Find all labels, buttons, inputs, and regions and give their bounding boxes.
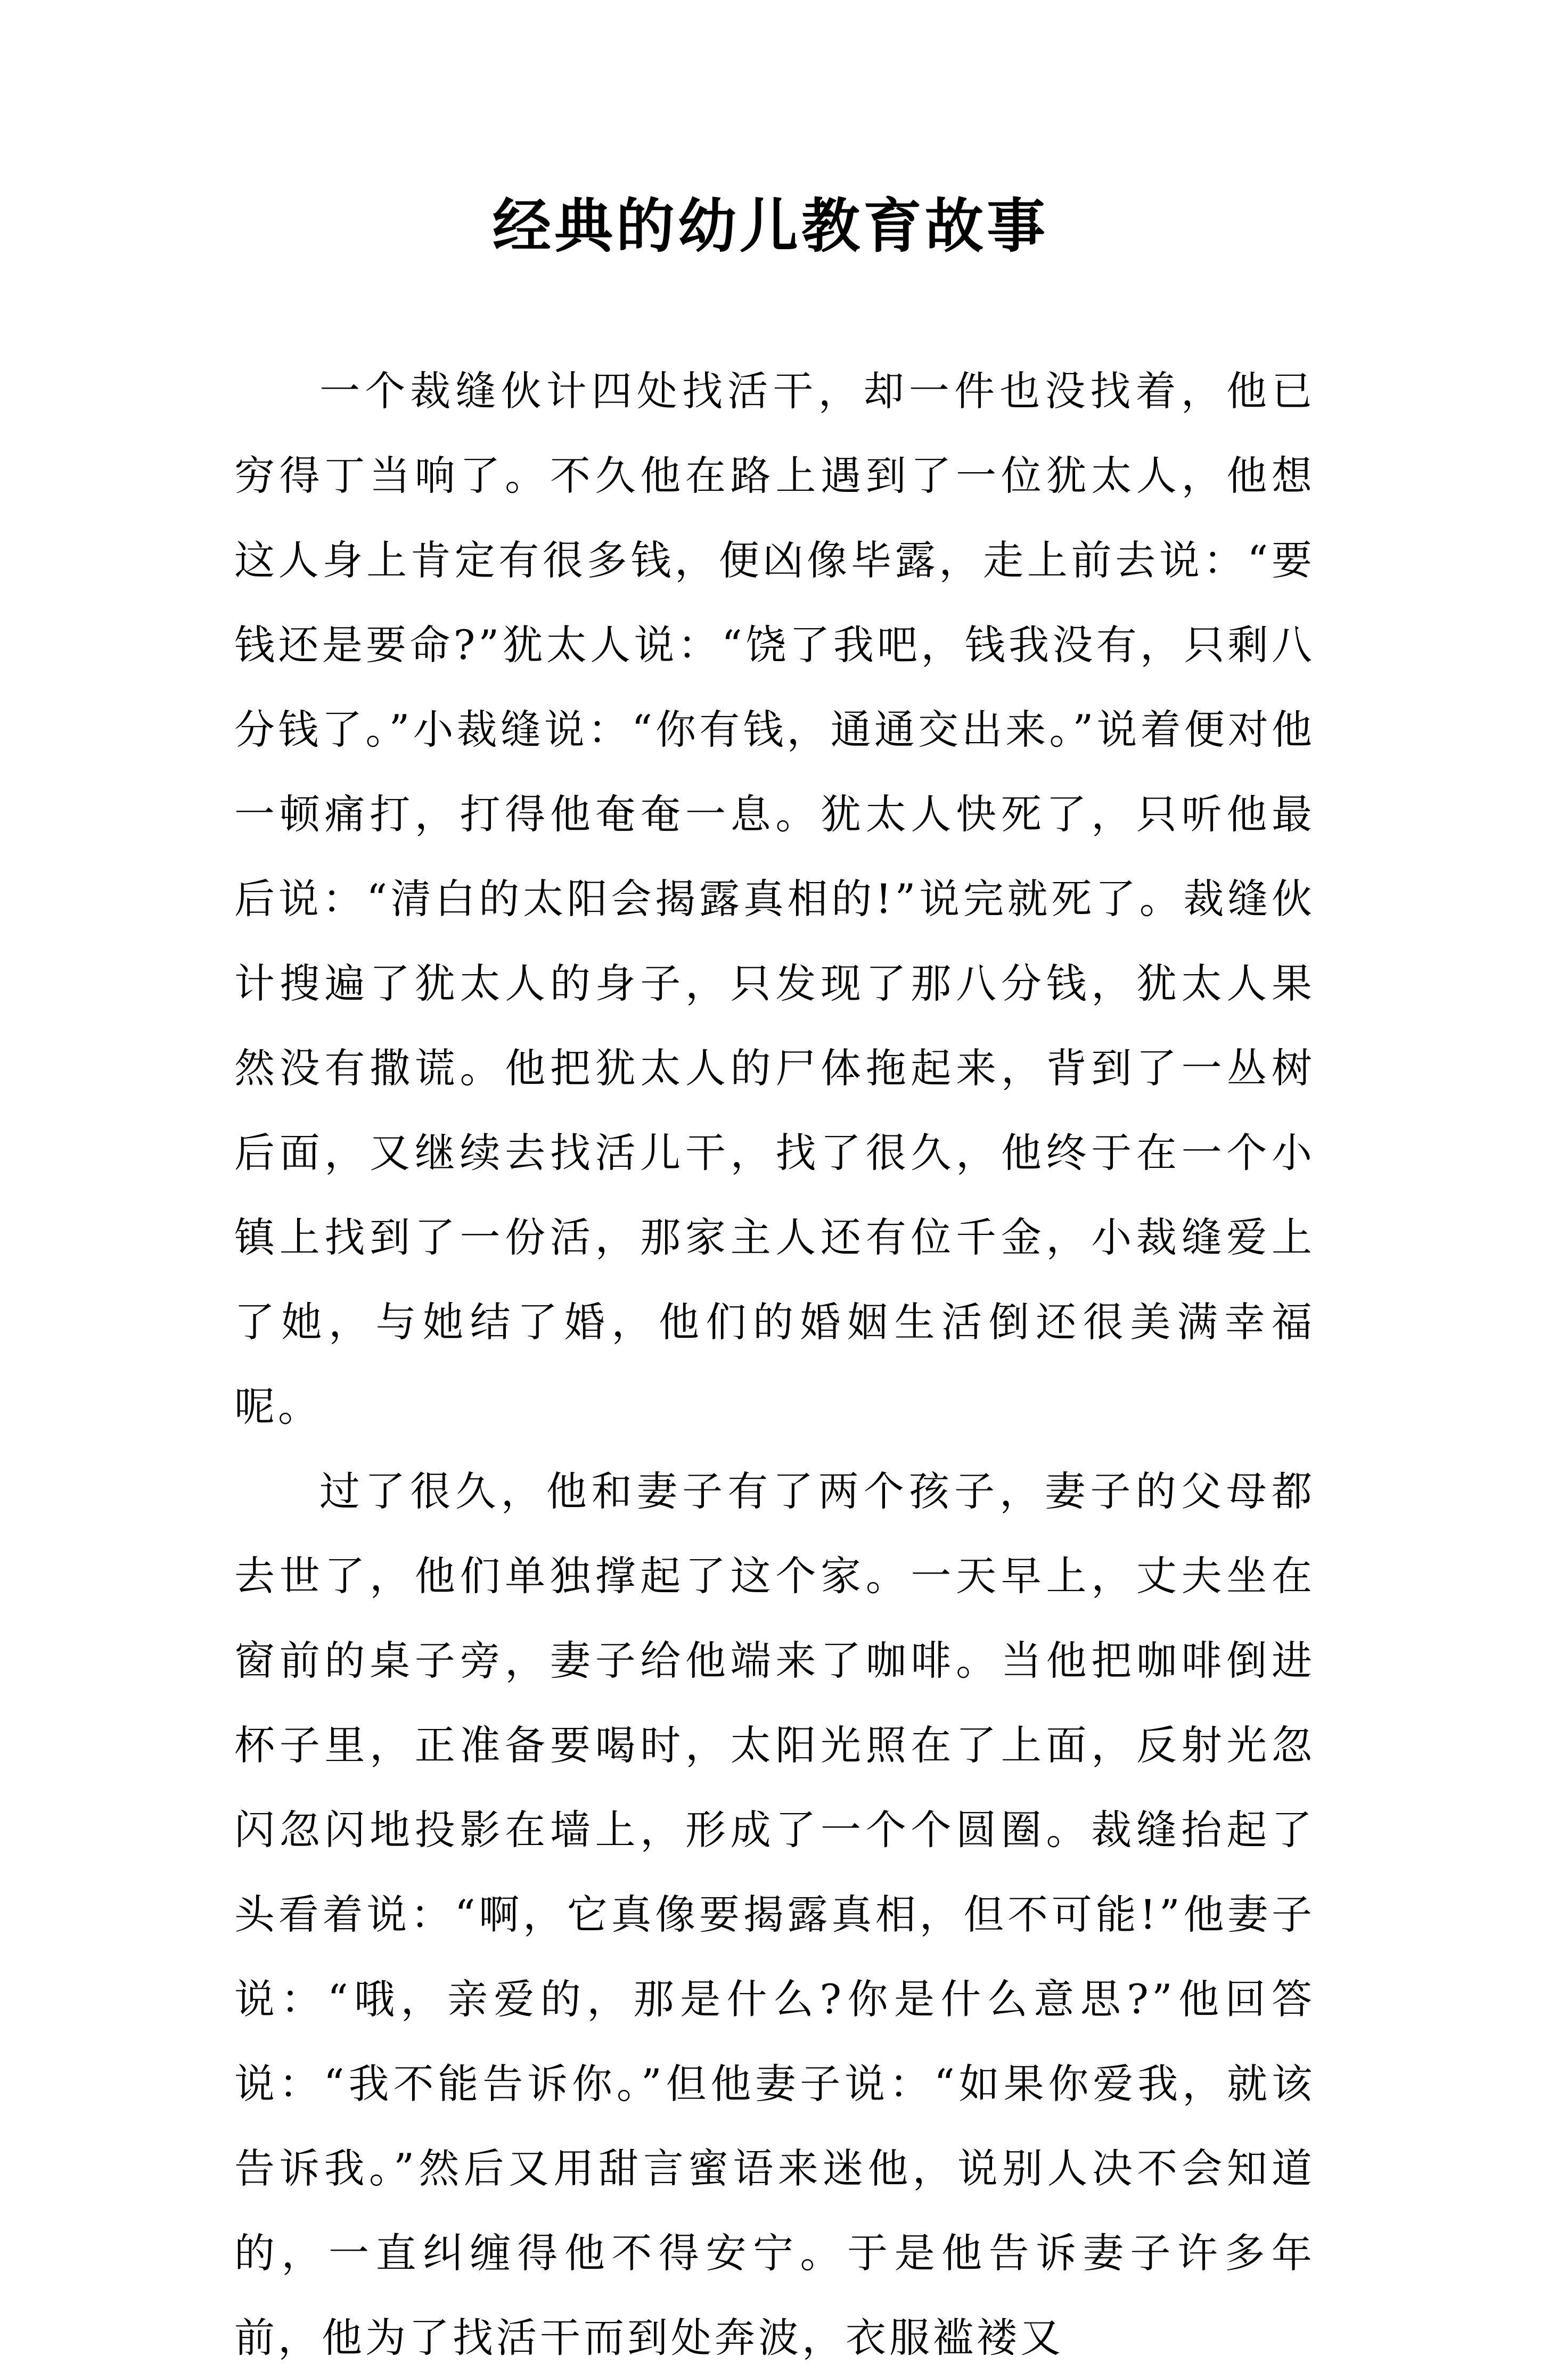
document-title: 经典的幼儿教育故事 <box>493 192 1048 260</box>
paragraph-2: 过了很久，他和妻子有了两个孩子，妻子的父母都去世了，他们单独撑起了这个家。一天早上，丈夫坐在窗前的桌子旁，妻子给他端来了咖啡。当他把咖啡倒进杯子里，正准备要喝时，太阳光照在了上面，反射光忽闪忽闪地投影在墙上，形成了一个个圆圈。裁缝抬起了头看着说：“啊，它真像要揭露真相，但不可能!”他妻子说：“哦，亲爱的，那是什么?你是什么意思?”他回答说：“我不能告诉你。”但他妻子说：“如果你爱我，就该告诉我。”然后又用甜言蜜语来迷他，说别人决不会知道的，一直纠缠得他不得安宁。于是他告诉妻子许多年前，他为了找活干而到处奔波，衣服褴褛又 <box>234 1468 1315 2361</box>
paragraph-1: 一个裁缝伙计四处找活干，却一件也没找着，他已穷得丁当响了。不久他在路上遇到了一位犹太人，他想这人身上肯定有很多钱，便凶像毕露，走上前去说：“要钱还是要命?”犹太人说：“饶了我吧，钱我没有，只剩八分钱了。”小裁缝说：“你有钱，通通交出来。”说着便对他一顿痛打，打得他奄奄一息。犹太人快死了，只听他最后说：“清白的太阳会揭露真相的!”说完就死了。裁缝伙计搜遍了犹太人的身子，只发现了那八分钱，犹太人果然没有撒谎。他把犹太人的尸体拖起来，背到了一丛树后面，又继续去找活儿干，找了很久，他终于在一个小镇上找到了一份活，那家主人还有位千金，小裁缝爱上了她，与她结了婚，他们的婚姻生活倒还很美满幸福呢。 <box>234 367 1315 1430</box>
document-body <box>234 349 1315 2380</box>
